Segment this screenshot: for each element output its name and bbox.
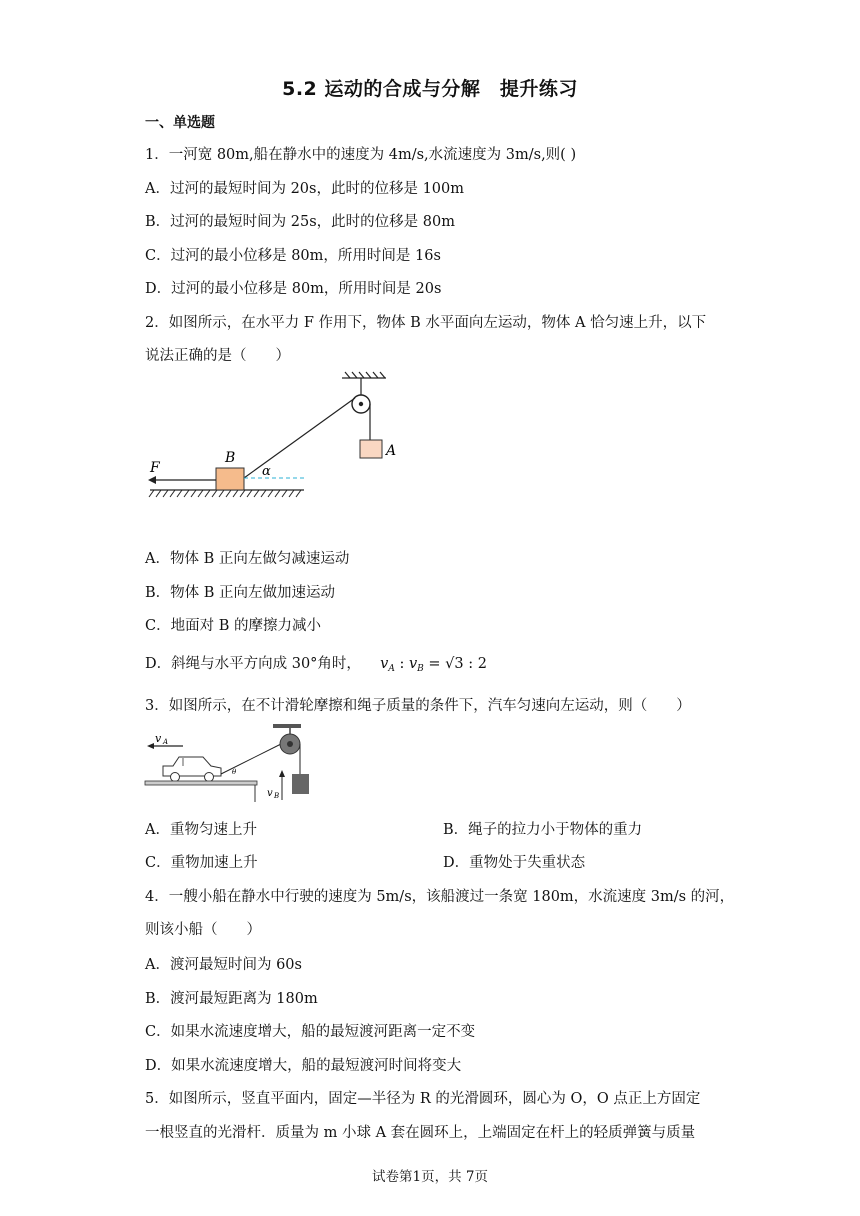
- platform: [145, 781, 257, 785]
- q2-option-d-va: v: [380, 656, 389, 672]
- ground-hatch: [149, 490, 301, 497]
- q3-option-b: B．绳子的拉力小于物体的重力: [443, 822, 643, 838]
- q3-pulley-axle: [287, 741, 293, 747]
- q4-option-a: A．渡河最短时间为 60s: [145, 957, 302, 973]
- car-rope: [221, 744, 281, 774]
- q1-option-b: B．过河的最短时间为 25s，此时的位移是 80m: [145, 214, 455, 230]
- q1-option-a: A．过河的最短时间为 20s，此时的位移是 100m: [145, 181, 465, 197]
- block-a: [360, 440, 382, 458]
- q4-option-c: C．如果水流速度增大，船的最短渡河距离一定不变: [145, 1024, 476, 1040]
- q2-option-b: B．物体 B 正向左做加速运动: [145, 585, 336, 601]
- page-footer: 试卷第1页，共 7页: [372, 1169, 488, 1185]
- q1-option-c: C．过河的最小位移是 80m，所用时间是 16s: [145, 248, 441, 264]
- q2-pulley-figure: [140, 366, 420, 502]
- q3-stem: 3．如图所示，在不计滑轮摩擦和绳子质量的条件下，汽车匀速向左运动，则（ ）: [145, 698, 691, 714]
- q3-car-pulley-figure: [143, 722, 323, 804]
- q2-option-d: [145, 652, 487, 674]
- label-vb-sub: B: [274, 792, 280, 800]
- q2-option-a: A．物体 B 正向左做匀减速运动: [145, 551, 350, 567]
- q2-option-c: C．地面对 B 的摩擦力减小: [145, 618, 321, 634]
- q2-option-d-va-sub: A: [388, 664, 395, 674]
- label-b: B: [225, 450, 236, 466]
- label-a: A: [386, 443, 397, 459]
- q5-line2: 一根竖直的光滑杆．质量为 m 小球 A 套在圆环上，上端固定在杆上的轻质弹簧与质量: [145, 1125, 696, 1141]
- q3-option-d: D．重物处于失重状态: [443, 855, 586, 871]
- page-title: 5.2 运动的合成与分解 提升练习: [282, 78, 578, 100]
- q2-option-d-text: D．斜绳与水平方向成 30°角时，: [145, 656, 361, 672]
- q2-option-d-ratio: = √3 : 2: [423, 656, 487, 672]
- label-f: F: [150, 460, 160, 476]
- car-front-wheel: [171, 773, 180, 782]
- force-arrow-head: [148, 476, 156, 484]
- pulley-ceiling: [273, 724, 301, 728]
- section-heading: 一、单选题: [145, 115, 215, 131]
- q2-option-d-vb-sub: B: [417, 664, 424, 674]
- pulley-axle: [359, 402, 363, 406]
- q2-stem-line1: 2．如图所示，在水平力 F 作用下，物体 B 水平面向左运动，物体 A 恰匀速上升，以下: [145, 315, 707, 331]
- slanted-rope: [244, 398, 355, 478]
- va-arrow-head: [147, 743, 154, 749]
- label-vb: v: [267, 788, 273, 799]
- q3-option-c: C．重物加速上升: [145, 855, 258, 871]
- q3-option-a: A．重物匀速上升: [145, 822, 257, 838]
- block-b: [216, 468, 244, 490]
- label-theta: θ: [232, 768, 237, 776]
- q2-option-d-vb: v: [408, 656, 418, 672]
- hanging-weight: [292, 774, 309, 794]
- car-body: [163, 757, 221, 776]
- q1-option-d: D．过河的最小位移是 80m，所用时间是 20s: [145, 281, 442, 297]
- ceiling-hatch: [342, 372, 386, 378]
- q2-stem-line2: 说法正确的是（ ）: [145, 348, 290, 364]
- label-va-sub: A: [163, 738, 169, 746]
- q4-stem-line1: 4．一艘小船在静水中行驶的速度为 5m/s，该船渡过一条宽 180m，水流速度 3m/s 的河，: [145, 889, 735, 905]
- q4-option-b: B．渡河最短距离为 180m: [145, 991, 318, 1007]
- q2-option-d-colon: :: [394, 656, 409, 672]
- vb-arrow-head: [279, 770, 285, 777]
- label-va: v: [155, 732, 162, 745]
- q1-stem: 1．一河宽 80m,船在静水中的速度为 4m/s,水流速度为 3m/s,则( ): [145, 147, 577, 163]
- q4-option-d: D．如果水流速度增大，船的最短渡河时间将变大: [145, 1058, 462, 1074]
- label-alpha: α: [262, 464, 271, 479]
- q4-stem-line2: 则该小船（ ）: [145, 922, 261, 938]
- q5-line1: 5．如图所示，竖直平面内，固定—半径为 R 的光滑圆环，圆心为 O，O 点正上方固定: [145, 1091, 701, 1107]
- car-rear-wheel: [205, 773, 214, 782]
